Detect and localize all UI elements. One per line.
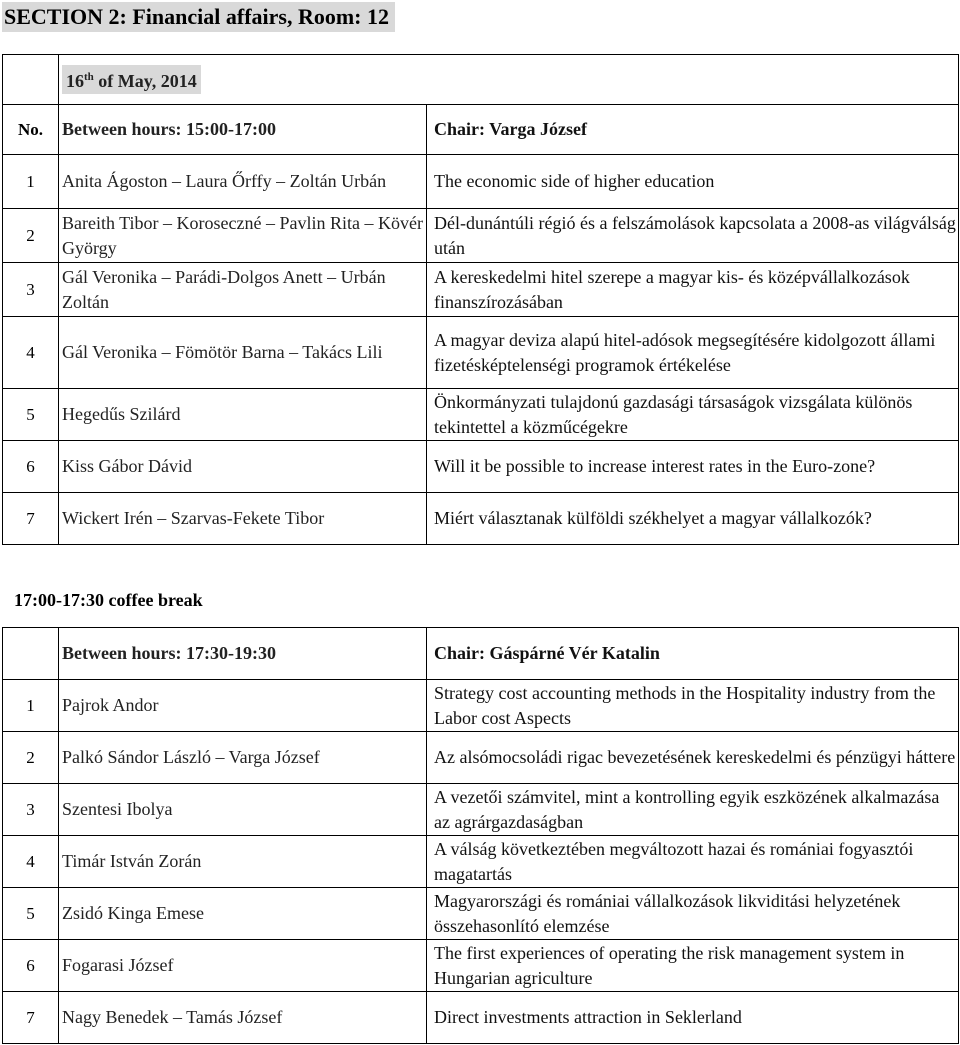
row-number: 4: [3, 317, 59, 389]
row-number: 5: [3, 389, 59, 441]
table-row: [3, 784, 959, 836]
row-number: 1: [3, 155, 59, 209]
row-number: 7: [3, 493, 59, 545]
no-column-header: No.: [3, 105, 59, 155]
date-row-blank: [3, 55, 59, 105]
presentation-title: Az alsómocsoládi rigac bevezetésének kereskedelmi és pénzügyi háttere: [427, 732, 959, 784]
presentation-title: Önkormányzati tulajdonú gazdasági társaságok vizsgálata különös tekintettel a közműcégekre: [427, 389, 959, 441]
presentation-title: Will it be possible to increase interest rates in the Euro-zone?: [427, 441, 959, 493]
table-row: [3, 992, 959, 1044]
presenter-names: Timár István Zorán: [59, 836, 427, 888]
row-number: 6: [3, 441, 59, 493]
presenter-names: Kiss Gábor Dávid: [59, 441, 427, 493]
presenter-names: Gál Veronika – Fömötör Barna – Takács Lili: [59, 317, 427, 389]
session-1-hours: Between hours: 15:00-17:00: [59, 105, 427, 155]
session-1-chair: Chair: Varga József: [427, 105, 959, 155]
coffee-break: 17:00-17:30 coffee break: [14, 590, 203, 610]
presenter-names: Palkó Sándor László – Varga József: [59, 732, 427, 784]
presenter-names: Fogarasi József: [59, 940, 427, 992]
row-number: 7: [3, 992, 59, 1044]
table-row: [3, 732, 959, 784]
presentation-title: A magyar deviza alapú hitel-adósok megsegítésére kidolgozott állami fizetésképtelenségi programok értékelése: [427, 317, 959, 389]
presentation-title: Magyarországi és romániai vállalkozások likviditási helyzetének összehasonlító elemzése: [427, 888, 959, 940]
row-number: 3: [3, 263, 59, 317]
row-number: 2: [3, 209, 59, 263]
session-1-table: [2, 54, 959, 545]
table-row: [3, 493, 959, 545]
table-row: [3, 940, 959, 992]
row-number: 6: [3, 940, 59, 992]
presenter-names: Szentesi Ibolya: [59, 784, 427, 836]
row-number: 4: [3, 836, 59, 888]
row-number: 1: [3, 680, 59, 732]
row-number: 5: [3, 888, 59, 940]
table-row: [3, 836, 959, 888]
row-number: 2: [3, 732, 59, 784]
session-2-chair: Chair: Gáspárné Vér Katalin: [427, 628, 959, 680]
table-row: [3, 389, 959, 441]
table-row: [3, 209, 959, 263]
table-row: [3, 263, 959, 317]
row-number: 3: [3, 784, 59, 836]
session-2-header: [3, 628, 959, 680]
table-row: [3, 155, 959, 209]
presenter-names: Pajrok Andor: [59, 680, 427, 732]
presenter-names: Zsidó Kinga Emese: [59, 888, 427, 940]
presenter-names: Gál Veronika – Parádi-Dolgos Anett – Urbán Zoltán: [59, 263, 427, 317]
section-title: SECTION 2: Financial affairs, Room: 12: [2, 2, 395, 32]
presentation-title: Dél-dunántúli régió és a felszámolások kapcsolata a 2008-as világválság után: [427, 209, 959, 263]
presentation-title: Miért választanak külföldi székhelyet a magyar vállalkozók?: [427, 493, 959, 545]
presenter-names: Hegedűs Szilárd: [59, 389, 427, 441]
table-row: [3, 680, 959, 732]
presenter-names: Nagy Benedek – Tamás József: [59, 992, 427, 1044]
session-date-cell: [59, 55, 959, 105]
table-row: [3, 441, 959, 493]
presenter-names: Anita Ágoston – Laura Őrffy – Zoltán Urbán: [59, 155, 427, 209]
presentation-title: The economic side of higher education: [427, 155, 959, 209]
table-row: [3, 317, 959, 389]
session-date: 16th of May, 2014: [62, 65, 201, 94]
presentation-title: Strategy cost accounting methods in the Hospitality industry from the Labor cost Aspects: [427, 680, 959, 732]
session-2-hours: Between hours: 17:30-19:30: [59, 628, 427, 680]
session-1-header: [3, 105, 959, 155]
presenter-names: Wickert Irén – Szarvas-Fekete Tibor: [59, 493, 427, 545]
session-2-table: [2, 627, 959, 1044]
presentation-title: A vezetői számvitel, mint a kontrolling egyik eszközének alkalmazása az agrárgazdaságban: [427, 784, 959, 836]
presentation-title: Direct investments attraction in Seklerland: [427, 992, 959, 1044]
presenter-names: Bareith Tibor – Koroseczné – Pavlin Rita – Kövér György: [59, 209, 427, 263]
presentation-title: A kereskedelmi hitel szerepe a magyar kis- és középvállalkozások finanszírozásában: [427, 263, 959, 317]
date-row: [3, 55, 959, 105]
presentation-title: A válság következtében megváltozott hazai és romániai fogyasztói magatartás: [427, 836, 959, 888]
table-row: [3, 888, 959, 940]
header-blank: [3, 628, 59, 680]
presentation-title: The first experiences of operating the risk management system in Hungarian agriculture: [427, 940, 959, 992]
